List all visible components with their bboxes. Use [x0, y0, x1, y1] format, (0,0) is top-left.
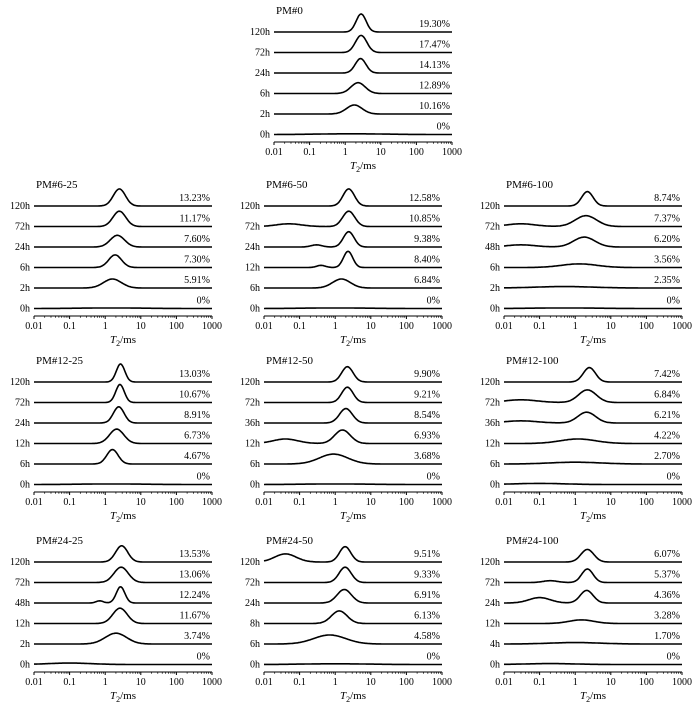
x-axis-label: T2/ms — [579, 334, 607, 348]
x-tick-label: 1 — [342, 147, 348, 158]
porosity-label: 0% — [436, 121, 450, 133]
chart-panel — [4, 178, 228, 356]
x-tick-label: 0.1 — [533, 321, 546, 332]
time-label: 24h — [245, 242, 260, 253]
chart-svg — [4, 354, 228, 532]
x-tick-label: 0.1 — [533, 677, 546, 688]
porosity-label: 6.84% — [654, 389, 680, 401]
time-label: 48h — [485, 242, 500, 253]
time-label: 72h — [245, 577, 260, 589]
porosity-label: 3.56% — [654, 254, 680, 266]
time-label: 0h — [20, 303, 30, 315]
porosity-label: 6.20% — [654, 234, 680, 245]
porosity-label: 17.47% — [419, 39, 450, 51]
chart-svg — [234, 534, 458, 712]
porosity-label: 9.21% — [414, 389, 440, 401]
time-label: 4h — [490, 639, 500, 650]
x-tick-label: 1 — [572, 677, 578, 688]
x-axis-label: T2/ms — [109, 690, 137, 704]
time-label: 36h — [245, 418, 260, 429]
chart-title: PM#0 — [276, 5, 303, 17]
porosity-label: 7.60% — [184, 234, 210, 245]
x-tick-label: 1 — [102, 677, 108, 688]
porosity-label: 0% — [666, 471, 680, 483]
x-axis-label: T2/ms — [579, 690, 607, 704]
chart-panel — [474, 534, 698, 712]
porosity-label: 8.54% — [414, 410, 440, 421]
nmr-curve — [504, 308, 682, 309]
time-label: 6h — [20, 459, 30, 470]
nmr-curve — [34, 484, 212, 485]
time-label: 24h — [255, 68, 270, 79]
porosity-label: 6.73% — [184, 430, 210, 442]
time-label: 0h — [20, 659, 30, 671]
porosity-label: 14.13% — [419, 60, 450, 71]
x-tick-label: 0.1 — [293, 497, 306, 508]
nmr-curve — [274, 134, 452, 135]
chart-title: PM#6-100 — [506, 179, 554, 191]
time-label: 72h — [245, 397, 260, 409]
porosity-label: 6.13% — [414, 610, 440, 622]
chart-panel — [474, 178, 698, 356]
porosity-label: 0% — [196, 651, 210, 663]
x-tick-label: 1 — [332, 321, 338, 332]
time-label: 72h — [255, 47, 270, 59]
x-tick-label: 0.1 — [303, 147, 316, 158]
time-label: 120h — [10, 557, 30, 568]
time-label: 2h — [260, 109, 270, 120]
x-tick-label: 1000 — [432, 321, 452, 332]
time-label: 12h — [245, 438, 260, 450]
time-label: 0h — [490, 659, 500, 671]
chart-title: PM#24-25 — [36, 535, 84, 547]
time-label: 0h — [250, 303, 260, 315]
porosity-label: 9.90% — [414, 369, 440, 380]
x-tick-label: 10 — [135, 677, 146, 688]
x-tick-label: 1000 — [432, 677, 452, 688]
porosity-label: 9.33% — [414, 569, 440, 581]
time-label: 72h — [485, 397, 500, 409]
porosity-label: 11.67% — [179, 610, 210, 622]
time-label: 6h — [490, 262, 500, 274]
time-label: 72h — [15, 397, 30, 409]
x-tick-label: 100 — [398, 677, 414, 688]
nmr-curve — [504, 287, 682, 288]
porosity-label: 12.89% — [419, 80, 450, 92]
chart-svg — [474, 354, 698, 532]
x-axis-label: T2/ms — [109, 334, 137, 348]
x-tick-label: 10 — [365, 677, 376, 688]
time-label: 120h — [240, 201, 260, 212]
x-tick-label: 100 — [638, 321, 654, 332]
time-label: 12h — [245, 262, 260, 274]
time-label: 6h — [20, 262, 30, 274]
porosity-label: 1.70% — [654, 631, 680, 642]
x-tick-label: 1 — [332, 497, 338, 508]
x-tick-label: 1 — [332, 677, 338, 688]
time-label: 0h — [20, 479, 30, 491]
time-label: 24h — [15, 242, 30, 253]
x-tick-label: 100 — [408, 147, 424, 158]
time-label: 72h — [15, 577, 30, 589]
nmr-curve — [264, 484, 442, 485]
x-tick-label: 0.01 — [265, 147, 283, 158]
porosity-label: 9.38% — [414, 234, 440, 245]
porosity-label: 6.93% — [414, 430, 440, 442]
x-tick-label: 0.01 — [495, 677, 513, 688]
x-tick-label: 100 — [638, 677, 654, 688]
porosity-label: 0% — [196, 295, 210, 307]
porosity-label: 13.53% — [179, 549, 210, 560]
x-tick-label: 0.1 — [63, 677, 76, 688]
x-tick-label: 10 — [135, 321, 146, 332]
time-label: 24h — [15, 418, 30, 429]
x-tick-label: 0.01 — [255, 497, 273, 508]
x-tick-label: 1000 — [672, 497, 692, 508]
porosity-label: 10.67% — [179, 389, 210, 401]
time-label: 120h — [480, 377, 500, 388]
x-tick-label: 1 — [102, 321, 108, 332]
porosity-label: 8.91% — [184, 410, 210, 421]
time-label: 48h — [15, 598, 30, 609]
porosity-label: 0% — [426, 295, 440, 307]
porosity-label: 19.30% — [419, 19, 450, 30]
x-tick-label: 100 — [168, 677, 184, 688]
x-tick-label: 0.1 — [293, 677, 306, 688]
time-label: 6h — [260, 88, 270, 100]
porosity-label: 10.85% — [409, 213, 440, 225]
porosity-label: 7.37% — [654, 213, 680, 225]
x-axis-label: T2/ms — [579, 510, 607, 524]
time-label: 0h — [250, 659, 260, 671]
x-tick-label: 1000 — [672, 321, 692, 332]
porosity-label: 2.70% — [654, 451, 680, 462]
time-label: 12h — [15, 438, 30, 450]
time-label: 6h — [250, 639, 260, 650]
chart-panel — [234, 354, 458, 532]
x-tick-label: 1000 — [202, 321, 222, 332]
porosity-label: 8.40% — [414, 254, 440, 266]
x-tick-label: 10 — [605, 677, 616, 688]
nmr-curve — [504, 664, 682, 665]
x-tick-label: 10 — [605, 321, 616, 332]
x-tick-label: 0.01 — [255, 321, 273, 332]
porosity-label: 11.17% — [179, 213, 210, 225]
time-label: 6h — [490, 459, 500, 470]
porosity-label: 0% — [666, 651, 680, 663]
time-label: 24h — [245, 598, 260, 609]
porosity-label: 3.74% — [184, 631, 210, 642]
x-tick-label: 1000 — [442, 147, 462, 158]
x-tick-label: 0.01 — [495, 321, 513, 332]
chart-svg — [4, 178, 228, 356]
chart-svg — [234, 178, 458, 356]
porosity-label: 0% — [426, 471, 440, 483]
porosity-label: 2.35% — [654, 275, 680, 286]
x-tick-label: 10 — [375, 147, 386, 158]
nmr-curve — [504, 462, 682, 464]
chart-title: PM#12-25 — [36, 355, 84, 367]
chart-svg — [4, 534, 228, 712]
time-label: 0h — [490, 303, 500, 315]
porosity-label: 0% — [666, 295, 680, 307]
porosity-label: 6.91% — [414, 590, 440, 601]
time-label: 12h — [485, 618, 500, 630]
chart-panel — [244, 4, 468, 182]
x-tick-label: 1 — [572, 497, 578, 508]
chart-title: PM#6-50 — [266, 179, 308, 191]
porosity-label: 4.22% — [654, 430, 680, 442]
time-label: 120h — [480, 201, 500, 212]
porosity-label: 8.74% — [654, 193, 680, 204]
time-label: 2h — [20, 283, 30, 294]
x-tick-label: 100 — [638, 497, 654, 508]
chart-title: PM#24-50 — [266, 535, 314, 547]
porosity-label: 4.67% — [184, 451, 210, 462]
porosity-label: 3.28% — [654, 610, 680, 622]
time-label: 0h — [260, 129, 270, 141]
x-tick-label: 0.01 — [25, 677, 43, 688]
nmr-curve — [504, 643, 682, 644]
chart-svg — [234, 354, 458, 532]
time-label: 6h — [250, 283, 260, 294]
time-label: 36h — [485, 418, 500, 429]
x-tick-label: 100 — [398, 497, 414, 508]
time-label: 120h — [240, 377, 260, 388]
x-tick-label: 1 — [572, 321, 578, 332]
chart-panel — [234, 178, 458, 356]
time-label: 120h — [480, 557, 500, 568]
time-label: 2h — [20, 639, 30, 650]
x-tick-label: 0.01 — [25, 497, 43, 508]
x-tick-label: 1000 — [432, 497, 452, 508]
x-tick-label: 10 — [135, 497, 146, 508]
chart-title: PM#6-25 — [36, 179, 78, 191]
x-axis-label: T2/ms — [339, 690, 367, 704]
porosity-label: 6.84% — [414, 275, 440, 286]
x-tick-label: 10 — [365, 321, 376, 332]
chart-title: PM#12-50 — [266, 355, 314, 367]
porosity-label: 0% — [426, 651, 440, 663]
x-tick-label: 1000 — [202, 497, 222, 508]
porosity-label: 4.58% — [414, 631, 440, 642]
x-axis-label: T2/ms — [109, 510, 137, 524]
porosity-label: 5.91% — [184, 275, 210, 286]
chart-svg — [244, 4, 468, 182]
nmr-curve — [264, 308, 442, 309]
x-tick-label: 1 — [102, 497, 108, 508]
x-tick-label: 0.01 — [495, 497, 513, 508]
x-tick-label: 1000 — [202, 677, 222, 688]
chart-svg — [474, 178, 698, 356]
porosity-label: 13.23% — [179, 193, 210, 204]
time-label: 120h — [10, 377, 30, 388]
time-label: 24h — [485, 598, 500, 609]
porosity-label: 0% — [196, 471, 210, 483]
time-label: 120h — [240, 557, 260, 568]
nmr-curve — [504, 483, 682, 484]
porosity-label: 12.24% — [179, 590, 210, 601]
x-tick-label: 100 — [168, 497, 184, 508]
chart-title: PM#12-100 — [506, 355, 559, 367]
time-label: 0h — [250, 479, 260, 491]
time-label: 12h — [485, 438, 500, 450]
x-tick-label: 100 — [168, 321, 184, 332]
nmr-curve — [34, 308, 212, 309]
time-label: 72h — [245, 221, 260, 233]
chart-panel — [474, 354, 698, 532]
porosity-label: 7.30% — [184, 254, 210, 266]
porosity-label: 6.07% — [654, 549, 680, 560]
x-axis-label: T2/ms — [339, 334, 367, 348]
x-tick-label: 0.1 — [533, 497, 546, 508]
chart-panel — [4, 354, 228, 532]
time-label: 72h — [485, 221, 500, 233]
porosity-label: 5.37% — [654, 569, 680, 581]
porosity-label: 9.51% — [414, 549, 440, 560]
porosity-label: 7.42% — [654, 369, 680, 380]
chart-svg — [474, 534, 698, 712]
time-label: 120h — [250, 27, 270, 38]
time-label: 72h — [15, 221, 30, 233]
porosity-label: 12.58% — [409, 193, 440, 204]
x-tick-label: 0.1 — [63, 321, 76, 332]
time-label: 0h — [490, 479, 500, 491]
porosity-label: 3.68% — [414, 451, 440, 462]
chart-panel — [234, 534, 458, 712]
chart-title: PM#24-100 — [506, 535, 559, 547]
porosity-label: 6.21% — [654, 410, 680, 421]
time-label: 72h — [485, 577, 500, 589]
x-tick-label: 0.01 — [255, 677, 273, 688]
chart-panel — [4, 534, 228, 712]
nmr-curve — [34, 663, 212, 664]
x-axis-label: T2/ms — [339, 510, 367, 524]
x-tick-label: 0.01 — [25, 321, 43, 332]
x-tick-label: 10 — [365, 497, 376, 508]
time-label: 120h — [10, 201, 30, 212]
time-label: 6h — [250, 459, 260, 470]
x-tick-label: 10 — [605, 497, 616, 508]
time-label: 12h — [15, 618, 30, 630]
x-tick-label: 0.1 — [63, 497, 76, 508]
porosity-label: 10.16% — [419, 101, 450, 112]
porosity-label: 4.36% — [654, 590, 680, 601]
porosity-label: 13.06% — [179, 569, 210, 581]
x-tick-label: 100 — [398, 321, 414, 332]
porosity-label: 13.03% — [179, 369, 210, 380]
time-label: 2h — [490, 283, 500, 294]
x-tick-label: 1000 — [672, 677, 692, 688]
x-tick-label: 0.1 — [293, 321, 306, 332]
nmr-curve — [264, 664, 442, 665]
time-label: 8h — [250, 618, 260, 630]
x-axis-label: T2/ms — [349, 160, 377, 174]
